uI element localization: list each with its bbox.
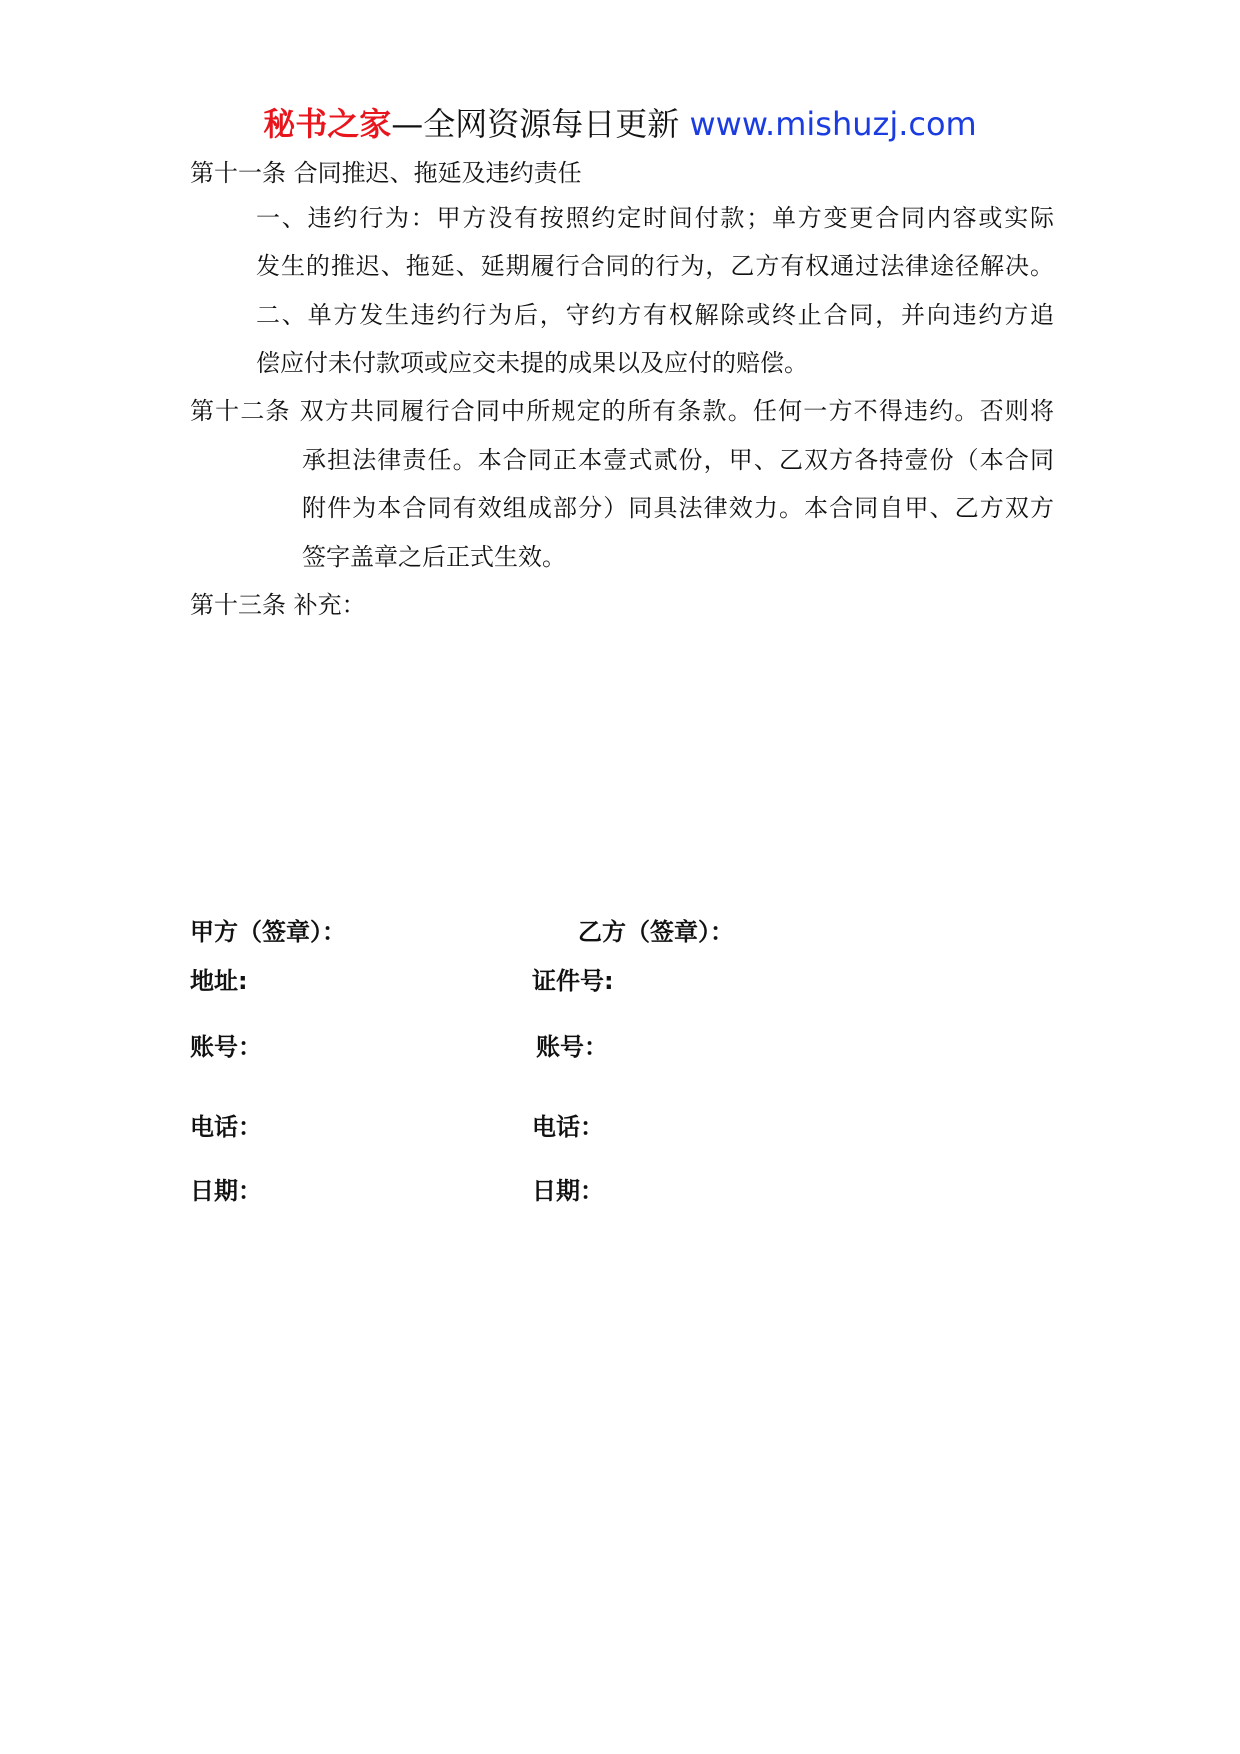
site-header (0, 100, 1240, 148)
article-13-title: 第十三条 补充： (190, 591, 366, 619)
party-b-id-number-label: 证件号: (532, 967, 614, 995)
party-b-seal-label: 乙方（签章）： (578, 918, 734, 946)
article-12-line-2: 承担法律责任。本合同正本壹式贰份，甲、乙双方各持壹份（本合同 (302, 446, 1054, 474)
site-url-link[interactable]: www.mishuzj.com (689, 105, 977, 143)
party-a-address-label: 地址: (190, 967, 248, 995)
article-11-clause-2-line-1: 二、单方发生违约行为后，守约方有权解除或终止合同，并向违约方追 (256, 301, 1054, 329)
article-11-clause-1-line-2: 发生的推迟、拖延、延期履行合同的行为，乙方有权通过法律途径解决。 (256, 252, 1054, 280)
party-a-seal-label: 甲方（签章）： (190, 918, 346, 946)
party-a-phone-label: 电话： (190, 1113, 262, 1141)
article-12-line-3: 附件为本合同有效组成部分）同具法律效力。本合同自甲、乙方双方 (302, 494, 1054, 522)
party-b-phone-label: 电话： (532, 1113, 604, 1141)
article-12-line-1: 第十二条 双方共同履行合同中所规定的所有条款。任何一方不得违约。否则将 (190, 397, 1054, 425)
party-a-account-label: 账号： (190, 1033, 262, 1061)
article-11-clause-2-line-2: 偿应付未付款项或应交未提的成果以及应付的赔偿。 (256, 349, 808, 377)
site-tagline: —全网资源每日更新 (391, 105, 690, 143)
party-a-date-label: 日期： (190, 1177, 262, 1205)
party-b-account-label: 账号： (536, 1033, 608, 1061)
site-brand: 秘书之家 (263, 105, 392, 143)
article-11-clause-1-line-1: 一、违约行为：甲方没有按照约定时间付款；单方变更合同内容或实际 (256, 204, 1054, 232)
article-12-line-4: 签字盖章之后正式生效。 (302, 543, 566, 571)
party-b-date-label: 日期： (532, 1177, 604, 1205)
article-11-title: 第十一条 合同推迟、拖延及违约责任 (190, 159, 582, 187)
